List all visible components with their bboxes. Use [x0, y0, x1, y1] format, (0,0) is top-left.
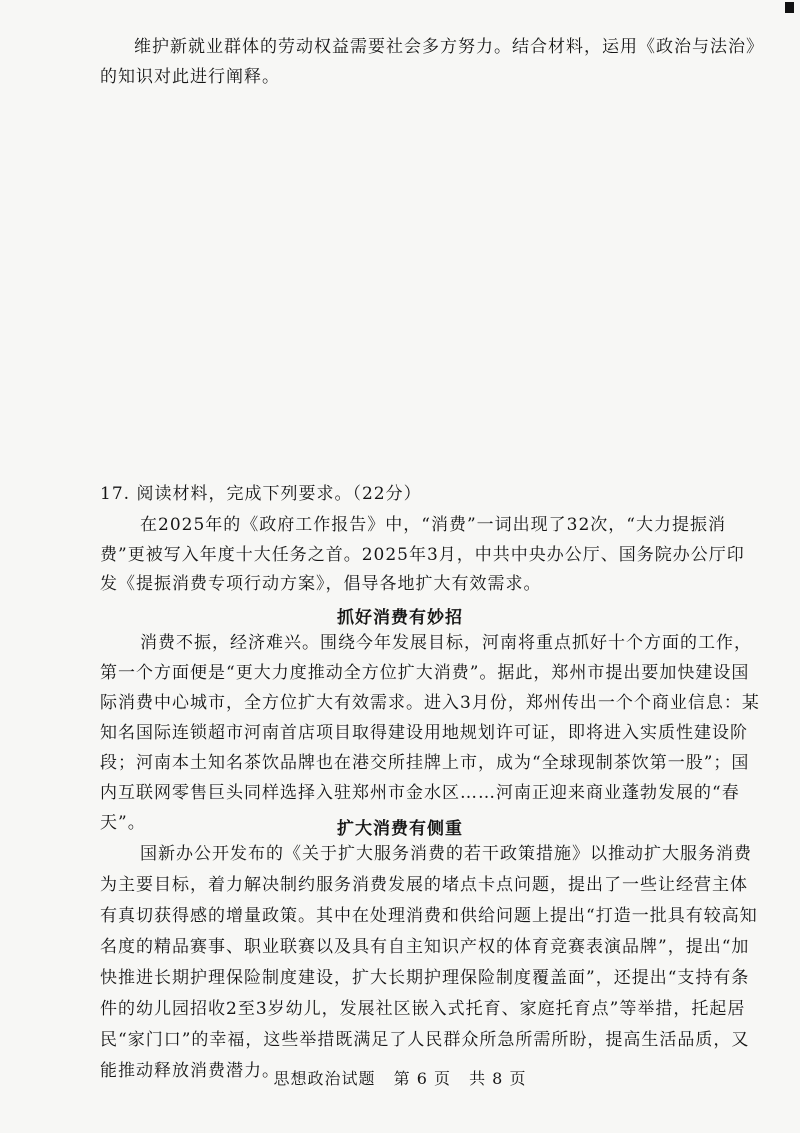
section-heading-1: 抓好消费有妙招 [337, 608, 463, 628]
question-17-intro: 在2025年的《政府工作报告》中，“消费”一词出现了32次，“大力提振消费”更被写入年度十大任务之首。2025年3月，中共中央办公厅、国务院办公厅印发《提振消费专项行动方案》，倡导各地扩大有效需求。 [100, 515, 745, 594]
question-17-title: 17. 阅读材料，完成下列要求。（22分） [100, 484, 422, 504]
previous-question-line: 维护新就业群体的劳动权益需要社会多方努力。结合材料，运用《政治与法治》的知识对此进行阐释。 [100, 37, 756, 87]
section-body-1: 消费不振，经济难兴。围绕今年发展目标，河南将重点抓好十个方面的工作，第一个方面便是“更大力度推动全方位扩大消费”。据此，郑州市提出要加快建设国际消费中心城市，全方位扩大有效需求。进入3月份，郑州传出一个个商业信息：某知名国际连锁超市河南首店项目取得建设用地规划许可证，即将进入实质性建设阶段；河南本土知名茶饮品牌也在港交所挂牌上市，成为“全球现制茶饮第一股”；国内互联网零售巨头同样选择入驻郑州市金水区……河南正迎来商业蓬勃发展的“春天”。 [100, 633, 760, 833]
footer-subject: 思想政治试题 [273, 1069, 376, 1088]
footer-total-pages: 共 8 页 [469, 1069, 527, 1088]
corner-registration-mark [785, 2, 794, 13]
previous-question-text [100, 32, 760, 92]
section-body-2: 国新办公开发布的《关于扩大服务消费的若干政策措施》以推动扩大服务消费为主要目标，着力解决制约服务消费发展的堵点卡点问题，提出了一些让经营主体有真切获得感的增量政策。其中在处理消费和供给问题上提出“打造一批具有较高知名度的精品赛事、职业联赛以及具有自主知识产权的体育竞赛表演品牌”，提出“加快推进长期护理保险制度建设，扩大长期护理保险制度覆盖面”，还提出“支持有条件的幼儿园招收2至3岁幼儿，发展社区嵌入式托育、家庭托育点”等举措，托起居民“家门口”的幸福，这些举措既满足了人民群众所急所需所盼，提高生活品质，又能推动释放消费潜力。 [100, 844, 758, 1081]
page-footer [0, 1066, 800, 1089]
section-heading-2: 扩大消费有侧重 [337, 819, 463, 839]
footer-page-number: 第 6 页 [393, 1069, 451, 1088]
